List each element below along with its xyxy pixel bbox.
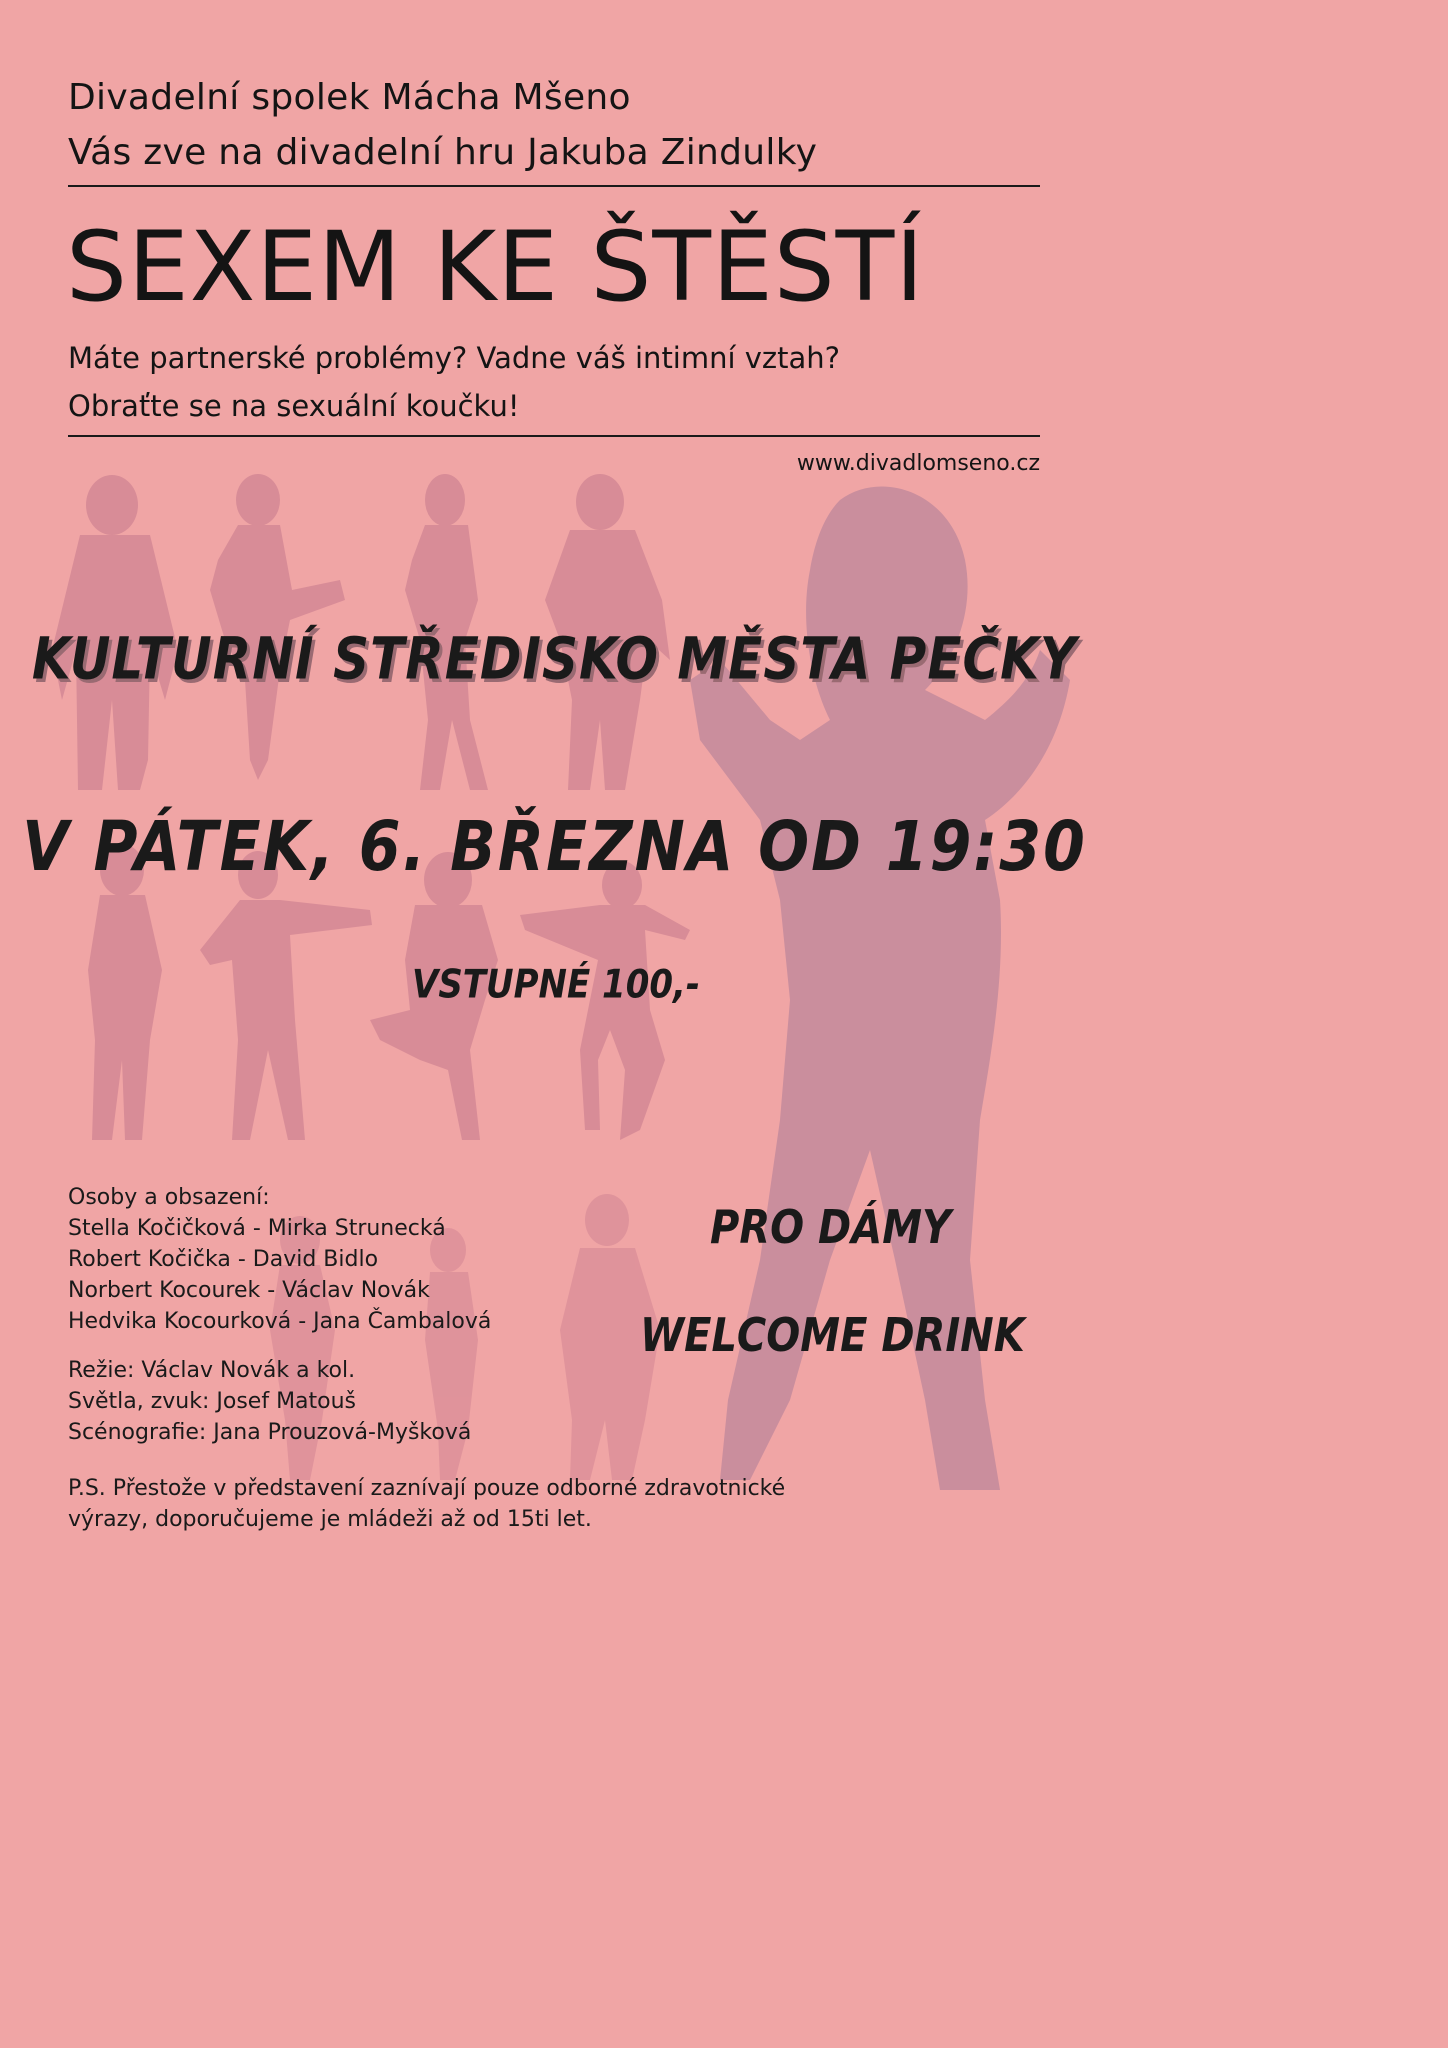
cast-role: Norbert Kocourek - Václav Novák [68,1278,430,1303]
postscript-note [68,1473,785,1535]
event-date: V PÁTEK, 6. BŘEZNA OD 19:30 [22,806,1087,888]
tagline-line-1: Máte partnerské problémy? Vadne váš intimní vztah? [68,341,841,375]
cast-heading: Osoby a obsazení: [68,1185,270,1210]
postscript-line-1: P.S. Přestože v představení zaznívají pouze odborné zdravotnické [68,1476,786,1501]
crew-scenography: Scénografie: Jana Prouzová-Myšková [68,1420,472,1445]
theatre-company-line: Divadelní spolek Mácha Mšeno [68,77,631,118]
website-link[interactable]: www.divadlomseno.cz [796,451,1040,476]
postscript-line-2: výrazy, doporučujeme je mládeži až od 15ti let. [68,1507,592,1532]
divider-top [68,185,1040,187]
tagline-line-2: Obraťte se na sexuální koučku! [68,389,520,423]
divider-bottom [68,435,1040,437]
promo-welcome-drink: WELCOME DRINK [640,1309,1025,1363]
cast-role: Robert Kočička - David Bidlo [68,1247,379,1272]
crew-lights-sound: Světla, zvuk: Josef Matouš [68,1389,357,1414]
promo-for-ladies: PRO DÁMY [710,1201,951,1255]
play-title: SEXEM KE ŠTĚSTÍ [66,211,925,323]
cast-role: Stella Kočičková - Mirka Strunecká [68,1216,446,1241]
crew-list [68,1355,471,1448]
crew-director: Režie: Václav Novák a kol. [68,1358,356,1383]
cast-list [68,1182,491,1337]
venue: KULTURNÍ STŘEDISKO MĚSTA PEČKY [31,625,1078,693]
cast-role: Hedvika Kocourková - Jana Čambalová [68,1309,492,1334]
invitation-line: Vás zve na divadelní hru Jakuba Zindulky [68,132,818,173]
admission-price: VSTUPNÉ 100,- [412,962,701,1008]
